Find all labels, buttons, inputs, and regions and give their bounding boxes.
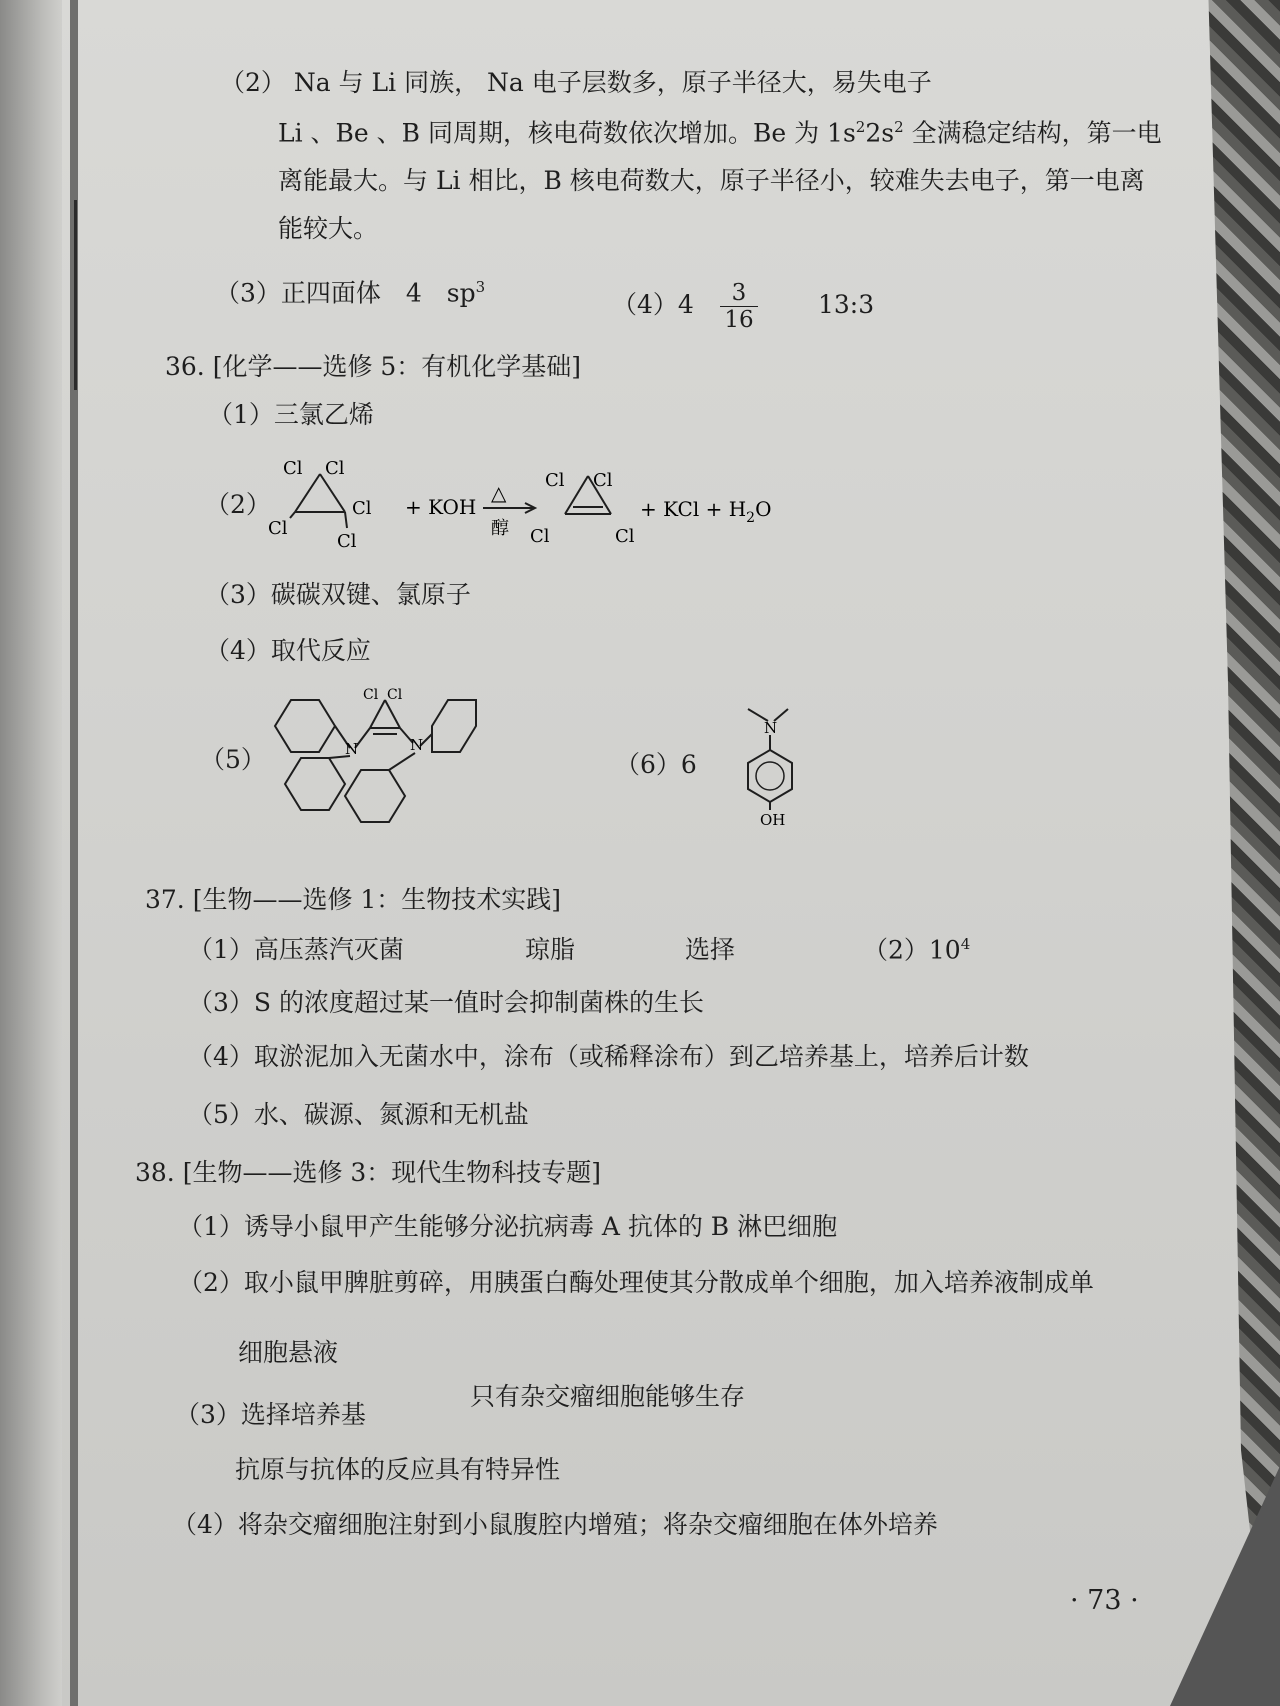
answer-38-1: （1）诱导小鼠甲产生能够分泌抗病毒 A 抗体的 B 淋巴细胞 <box>178 1212 838 1241</box>
reaction-equation <box>255 452 775 562</box>
answer-3 <box>215 278 485 308</box>
answer-38-4: （4）将杂交瘤细胞注射到小鼠腹腔内增殖；将杂交瘤细胞在体外培养 <box>172 1510 938 1539</box>
page-shadow <box>0 0 62 1706</box>
superscript: 2 <box>894 118 904 136</box>
page-number: · 73 · <box>1070 1585 1139 1616</box>
fabric-background <box>1150 0 1280 1706</box>
fraction <box>720 280 758 333</box>
answer-38-3-basis: 抗原与抗体的反应具有特异性 <box>235 1455 561 1484</box>
nitrogen-label: N <box>410 736 424 754</box>
heat-symbol: △ <box>491 481 507 505</box>
answer-37-5: （5）水、碳源、氮源和无机盐 <box>188 1100 529 1129</box>
chlorine-label: Cl <box>615 526 635 547</box>
chlorine-label: Cl <box>352 498 372 519</box>
answer-37-2 <box>863 935 970 965</box>
chlorine-label: Cl <box>268 518 288 539</box>
answer-37-1-medium: 琼脂 <box>525 935 576 964</box>
fraction-numerator: 3 <box>720 280 758 307</box>
text-span: Li 、Be 、B 同周期，核电荷数依次增加。Be 为 1s <box>278 118 856 148</box>
book-spine <box>74 200 77 390</box>
chlorine-label: Cl <box>363 688 379 703</box>
answer-36-5-label: （5） <box>200 745 266 774</box>
chlorine-label: Cl <box>387 688 403 703</box>
answer-37-1-type: 选择 <box>685 935 736 964</box>
products <box>640 497 771 526</box>
answer-2-line: 能较大。 <box>278 214 379 243</box>
chlorine-label: Cl <box>337 531 357 552</box>
answer-36-6: （6）6 <box>615 750 697 779</box>
answer-38-2: 细胞悬液 <box>238 1338 339 1367</box>
answer-36-1: （1）三氯乙烯 <box>208 400 374 429</box>
text-span: 2s <box>865 118 895 148</box>
answer-4: （4）4 <box>612 290 694 319</box>
answer-36-2-label: （2） <box>205 490 271 519</box>
answer-36-3: （3）碳碳双键、氯原子 <box>205 580 471 609</box>
heading-36: 36. [化学——选修 5：有机化学基础] <box>165 352 582 381</box>
answer-2-line: （2） Na 与 Li 同族， Na 电子层数多，原子半径大，易失电子 <box>220 68 932 97</box>
reagent-koh: + KOH <box>405 495 477 519</box>
condition-alcohol: 醇 <box>491 518 509 539</box>
nitrogen-label: N <box>345 740 359 758</box>
answer-37-1: （1）高压蒸汽灭菌 <box>188 935 404 964</box>
text-span: （2）10 <box>863 935 961 965</box>
answer-38-3: （3）选择培养基 <box>175 1400 366 1429</box>
superscript: 2 <box>855 118 866 136</box>
text-span: （3）正四面体 4 sp <box>215 278 476 308</box>
chlorine-label: Cl <box>545 470 565 491</box>
structure-6 <box>730 695 810 830</box>
heading-38: 38. [生物——选修 3：现代生物科技专题] <box>135 1158 602 1187</box>
subscript-2: 2 <box>746 510 756 526</box>
chlorine-label: Cl <box>530 526 550 547</box>
text-span: 全满稳定结构，第一电 <box>903 118 1162 148</box>
superscript: 3 <box>475 278 486 296</box>
page-corner-shadow <box>1170 1466 1280 1706</box>
chlorine-label: Cl <box>283 458 303 479</box>
answer-2-line <box>278 118 1162 148</box>
answer-2-line: 离能最大。与 Li 相比，B 核电荷数大，原子半径小，较难失去电子，第一电离 <box>278 166 1145 195</box>
nitrogen-label: N <box>764 719 778 737</box>
chlorine-label: Cl <box>593 470 613 491</box>
answer-38-3-reason: 只有杂交瘤细胞能够生存 <box>470 1382 746 1411</box>
superscript: 4 <box>960 935 971 953</box>
answer-38-2: （2）取小鼠甲脾脏剪碎，用胰蛋白酶处理使其分散成单个细胞，加入培养液制成单 <box>178 1268 1094 1297</box>
chlorine-label: Cl <box>325 458 345 479</box>
answer-37-4: （4）取淤泥加入无菌水中，涂布（或稀释涂布）到乙培养基上，培养后计数 <box>188 1042 1029 1071</box>
answer-37-3: （3）S 的浓度超过某一值时会抑制菌株的生长 <box>188 988 704 1017</box>
fraction-denominator: 16 <box>724 307 754 333</box>
ratio: 13:3 <box>818 290 875 319</box>
answer-36-4: （4）取代反应 <box>205 636 371 665</box>
heading-37: 37. [生物——选修 1：生物技术实践] <box>145 885 562 914</box>
hydroxyl-label: OH <box>760 811 786 829</box>
oxygen: O <box>755 497 772 521</box>
structure-5 <box>255 688 485 828</box>
products-kcl: + KCl + H <box>640 497 747 521</box>
